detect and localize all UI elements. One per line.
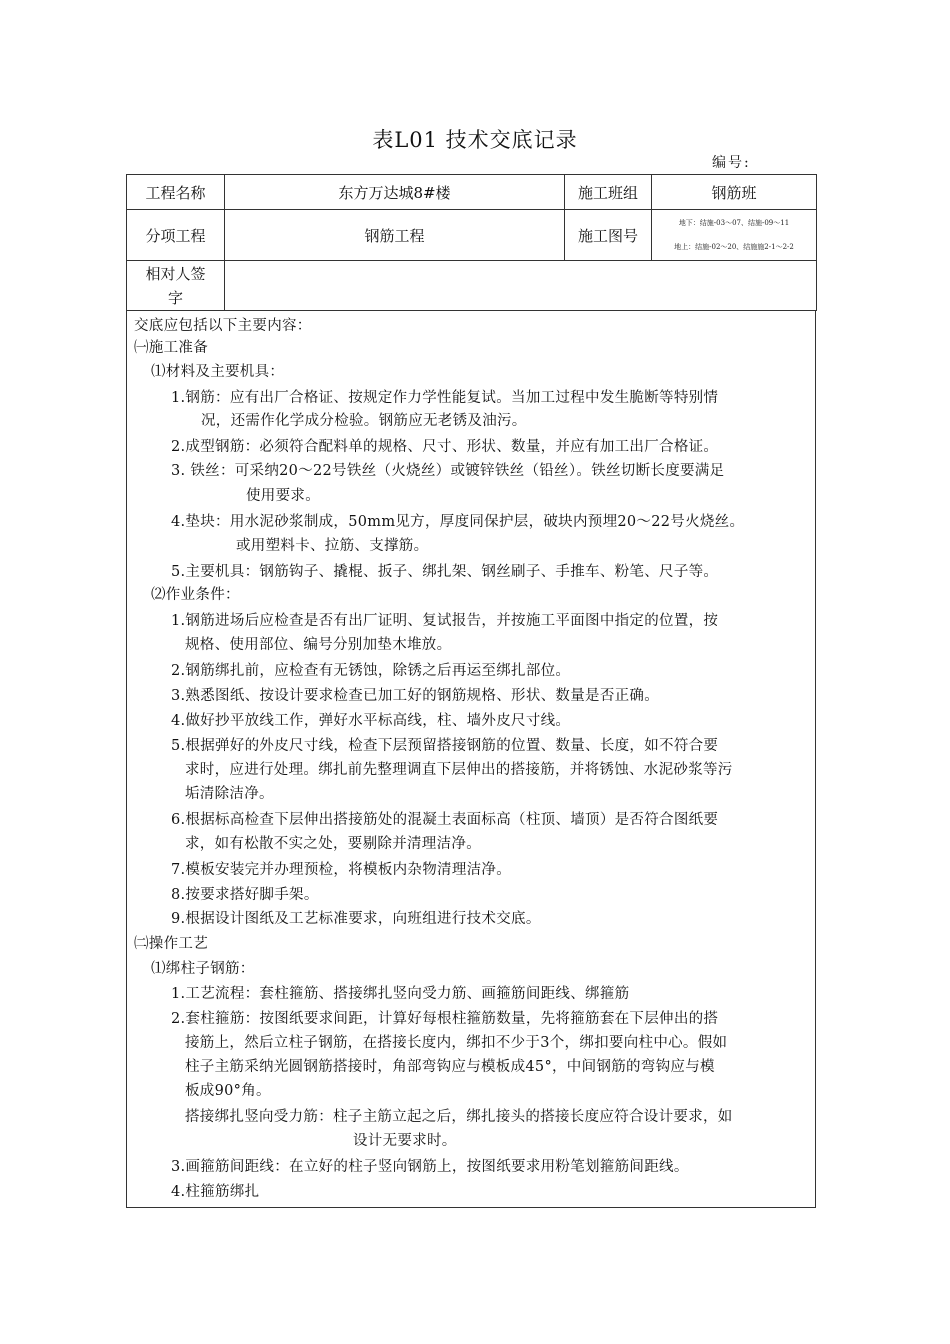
content-line: 2.钢筋绑扎前，应检查有无锈蚀，除锈之后再运至绑扎部位。 xyxy=(171,663,571,679)
content-line: 5.主要机具：钢筋钩子、撬棍、扳子、绑扎架、钢丝刷子、手推车、粉笔、尺子等。 xyxy=(171,564,719,580)
sub-project-label: 分项工程 xyxy=(127,210,225,261)
content-line: 规格、使用部位、编号分别加垫木堆放。 xyxy=(185,637,452,653)
content-line: 搭接绑扎竖向受力筋：柱子主筋立起之后，绑扎接头的搭接长度应符合设计要求，如 xyxy=(185,1109,733,1125)
content-line: 柱子主筋采纳光圆钢筋搭接时，角部弯钩应与模板成45°，中间钢筋的弯钩应与模 xyxy=(185,1059,715,1075)
project-name-label: 工程名称 xyxy=(127,175,225,210)
content-line: 7.模板安装完并办理预检，将模板内杂物清理洁净。 xyxy=(171,862,512,878)
content-line: 9.根据设计图纸及工艺标准要求，向班组进行技术交底。 xyxy=(171,911,541,927)
content-line: 5.根据弹好的外皮尺寸线，检查下层预留搭接钢筋的位置、数量、长度，如不符合要 xyxy=(171,738,719,754)
drawing-number-label: 施工图号 xyxy=(565,210,652,261)
content-line: 6.根据标高检查下层伸出搭接筋处的混凝土表面标高（柱顶、墙顶）是否符合图纸要 xyxy=(171,812,719,828)
content-line: 1.工艺流程：套柱箍筋、搭接绑扎竖向受力筋、画箍筋间距线、绑箍筋 xyxy=(171,986,630,1002)
content-line: 1.钢筋进场后应检查是否有出厂证明、复试报告，并按施工平面图中指定的位置，按 xyxy=(171,613,719,629)
content-line: 3.熟悉图纸、按设计要求检查已加工好的钢筋规格、形状、数量是否正确。 xyxy=(171,688,660,704)
content-line: 设计无要求时。 xyxy=(353,1133,457,1149)
document-number-label: 编号: xyxy=(712,155,751,171)
content-line: 4.柱箍筋绑扎 xyxy=(171,1184,260,1200)
subsection-heading: ⑴绑柱子钢筋： xyxy=(151,961,255,977)
header-table xyxy=(126,174,817,311)
content-line: 板成90°角。 xyxy=(185,1083,271,1099)
content-line: 交底应包括以下主要内容： xyxy=(134,318,312,334)
content-line: 2.套柱箍筋：按图纸要求间距，计算好每根柱箍筋数量，先将箍筋套在下层伸出的搭 xyxy=(171,1011,719,1027)
content-line: 2.成型钢筋：必须符合配料单的规格、尺寸、形状、数量，并应有加工出厂合格证。 xyxy=(171,439,719,455)
subsection-heading: ⑴材料及主要机具： xyxy=(151,364,285,380)
content-line: 3. 铁丝：可采纳20～22号铁丝（火烧丝）或镀锌铁丝（铅丝）。铁丝切断长度要满足 xyxy=(171,463,725,479)
team-label: 施工班组 xyxy=(565,175,652,210)
drawing-number-value xyxy=(652,210,817,261)
content-line: 4.垫块：用水泥砂浆制成，50mm见方，厚度同保护层，破块内预埋20～22号火烧丝。 xyxy=(171,514,745,530)
signature-field xyxy=(225,261,817,311)
document-title: 表L01 技术交底记录 xyxy=(372,128,578,152)
content-line: 或用塑料卡、拉筋、支撑筋。 xyxy=(236,538,429,554)
content-line: 8.按要求搭好脚手架。 xyxy=(171,887,319,903)
signature-label: 相对人签 字 xyxy=(127,261,225,311)
drawing-number-line-2: 地上：结施-02～20、结施施2-1～2-2 xyxy=(674,243,794,251)
content-line: 求，如有松散不实之处，要剔除并清理洁净。 xyxy=(185,836,481,852)
content-line: 接筋上，然后立柱子钢筋，在搭接长度内，绑扣不少于3个，绑扣要向柱中心。假如 xyxy=(185,1035,728,1051)
project-name-value: 东方万达城8#楼 xyxy=(225,175,565,210)
content-line: 使用要求。 xyxy=(246,488,320,504)
content-line: 3.画箍筋间距线：在立好的柱子竖向钢筋上，按图纸要求用粉笔划箍筋间距线。 xyxy=(171,1159,689,1175)
sub-project-value: 钢筋工程 xyxy=(225,210,565,261)
content-line: 4.做好抄平放线工作，弹好水平标高线，柱、墙外皮尺寸线。 xyxy=(171,713,571,729)
team-value: 钢筋班 xyxy=(652,175,817,210)
drawing-number-line-1: 地下：结施-03～07、结施-09～11 xyxy=(678,219,790,227)
content-line: 垢清除洁净。 xyxy=(185,786,274,802)
content-line: 况，还需作化学成分检验。钢筋应无老锈及油污。 xyxy=(201,413,527,429)
section-heading: ㈠施工准备 xyxy=(134,340,208,356)
content-line: 求时，应进行处理。绑扎前先整理调直下层伸出的搭接筋，并将锈蚀、水泥砂浆等污 xyxy=(185,762,733,778)
section-heading: ㈡操作工艺 xyxy=(134,936,208,952)
content-line: 1.钢筋：应有出厂合格证、按规定作力学性能复试。当加工过程中发生脆断等特别情 xyxy=(171,390,719,406)
subsection-heading: ⑵作业条件： xyxy=(151,587,240,603)
